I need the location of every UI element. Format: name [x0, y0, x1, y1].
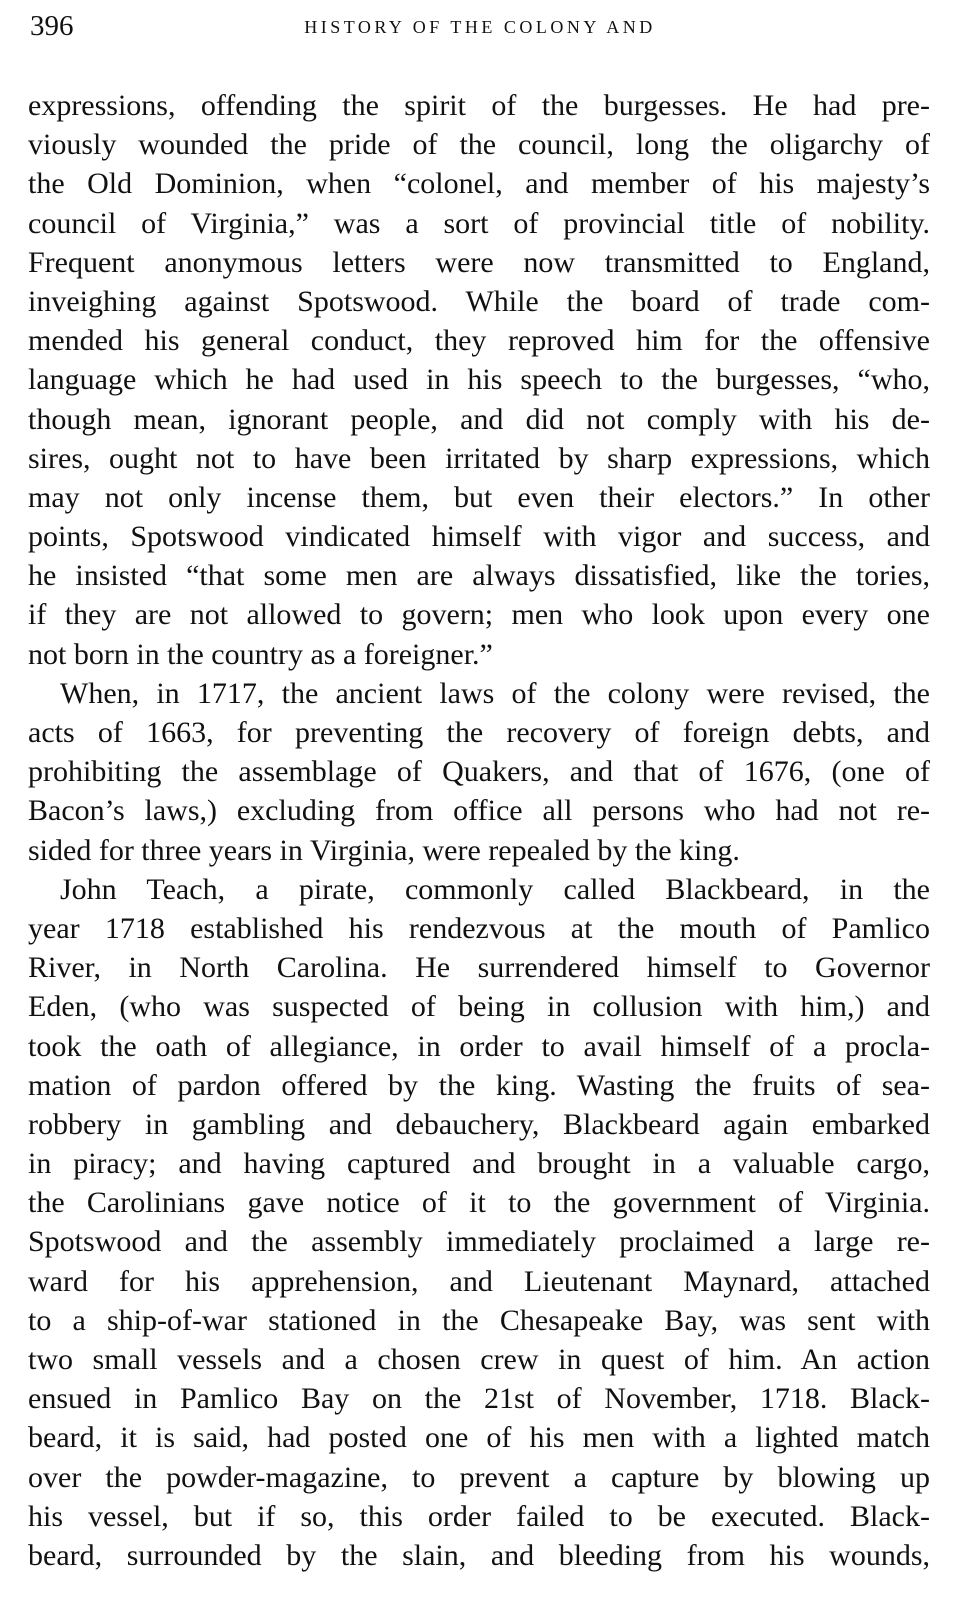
text-line: over the powder-magazine, to prevent a capture by blowing up	[28, 1460, 930, 1494]
text-line: Frequent anonymous letters were now transmitted to England,	[28, 245, 930, 279]
text-line: expressions, offending the spirit of the burgesses. He had pre-	[28, 89, 930, 122]
text-line: acts of 1663, for preventing the recovery of foreign debts, and	[28, 716, 930, 749]
text-line: When, in 1717, the ancient laws of the colony were revised, the	[60, 676, 930, 710]
text-line: beard, it is said, had posted one of his men with a lighted match	[28, 1421, 930, 1455]
text-line: in piracy; and having captured and brought in a valuable cargo,	[28, 1147, 930, 1181]
text-line: sires, ought not to have been irritated by sharp expressions, which	[28, 441, 930, 475]
text-line: not born in the country as a foreigner.”	[28, 637, 493, 671]
text-line: prohibiting the assemblage of Quakers, and that of 1676, (one of	[28, 755, 930, 789]
text-line: robbery in gambling and debauchery, Blackbeard again embarked	[28, 1107, 930, 1141]
text-line: Eden, (who was suspected of being in collusion with him,) and	[28, 990, 930, 1024]
text-line: his vessel, but if so, this order failed to be executed. Black-	[28, 1499, 930, 1533]
text-line: inveighing against Spotswood. While the board of trade com-	[28, 284, 930, 318]
text-line: he insisted “that some men are always dissatisfied, like the tories,	[28, 559, 930, 593]
text-line: ensued in Pamlico Bay on the 21st of November, 1718. Black-	[28, 1382, 930, 1416]
text-line: viously wounded the pride of the council, long the oligarchy of	[28, 128, 930, 162]
text-line: the Old Dominion, when “colonel, and member of his majesty’s	[28, 167, 930, 201]
text-line: took the oath of allegiance, in order to avail himself of a procla-	[28, 1029, 930, 1063]
text-line: if they are not allowed to govern; men who look upon every one	[28, 598, 930, 632]
text-line: beard, surrounded by the slain, and bleeding from his wounds,	[28, 1538, 930, 1572]
text-line: mended his general conduct, they reproved him for the offensive	[28, 324, 930, 358]
text-line: John Teach, a pirate, commonly called Blackbeard, in the	[60, 872, 930, 906]
body-text	[28, 86, 930, 1575]
text-line: Bacon’s laws,) excluding from office all persons who had not re-	[28, 794, 930, 828]
text-line: Spotswood and the assembly immediately proclaimed a large re-	[28, 1225, 930, 1259]
text-line: year 1718 established his rendezvous at the mouth of Pamlico	[28, 911, 930, 945]
text-line: to a ship-of-war stationed in the Chesapeake Bay, was sent with	[28, 1303, 930, 1337]
text-line: River, in North Carolina. He surrendered himself to Governor	[28, 951, 930, 985]
text-line: may not only incense them, but even their electors.” In other	[28, 480, 930, 514]
text-line: two small vessels and a chosen crew in quest of him. An action	[28, 1343, 930, 1376]
running-head	[30, 12, 930, 52]
text-line: council of Virginia,” was a sort of provincial title of nobility.	[28, 206, 930, 240]
text-line: though mean, ignorant people, and did not comply with his de-	[28, 402, 930, 436]
text-line: ward for his apprehension, and Lieutenant Maynard, attached	[28, 1264, 930, 1298]
text-line: the Carolinians gave notice of it to the government of Virginia.	[28, 1186, 930, 1220]
text-line: sided for three years in Virginia, were repealed by the king.	[28, 833, 740, 867]
running-head-title: HISTORY OF THE COLONY AND	[304, 17, 656, 37]
text-line: language which he had used in his speech to the burgesses, “who,	[28, 363, 930, 397]
text-line: mation of pardon offered by the king. Wasting the fruits of sea-	[28, 1068, 930, 1102]
text-line: points, Spotswood vindicated himself with vigor and success, and	[28, 520, 930, 554]
page-number: 396	[30, 10, 74, 42]
